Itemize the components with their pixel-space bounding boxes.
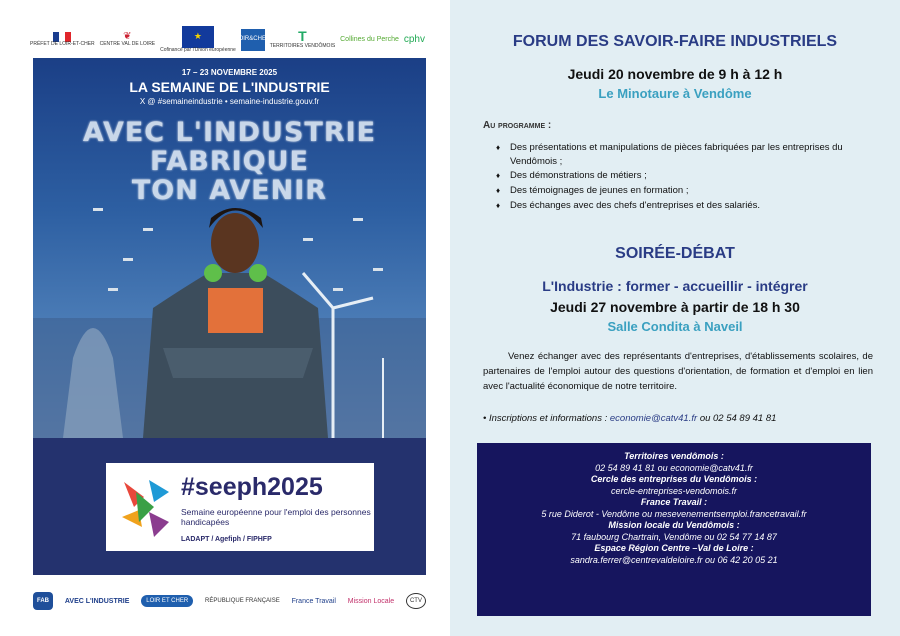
contact-name: Espace Région Centre –Val de Loire : <box>594 543 754 553</box>
poster-hashtags: X @ #semaineindustrie • semaine-industrie.gouv.fr <box>139 97 320 106</box>
program-item: ♦ Des témoignages de jeunes en formation ; <box>510 184 880 198</box>
forum-place: Le Minotaure à Vendôme <box>598 86 752 101</box>
collines-du-perche-logo: Collines du Perche <box>340 35 399 43</box>
inscription-line: • Inscriptions et informations : economie@catv41.fr ou 02 54 89 41 81 <box>483 413 777 424</box>
forum-date: Jeudi 20 novembre de 9 h à 12 h <box>567 66 783 82</box>
program-item: ♦ Des échanges avec des chefs d'entreprises et des salariés. <box>510 199 880 213</box>
contact-info: sandra.ferrer@centrevaldeloire.fr ou 06 42 20 05 21 <box>570 554 778 565</box>
poster-slogan: AVEC L'INDUSTRIE FABRIQUE TON AVENIR <box>82 117 377 206</box>
poster-dates: 17 – 23 NOVEMBRE 2025 <box>181 68 278 77</box>
semaine-industrie-poster <box>33 58 426 438</box>
bottom-logos <box>33 584 426 618</box>
catv-logo: CTV <box>406 593 426 609</box>
soiree-theme: L'Industrie : former - accueillir - intégrer <box>542 278 808 294</box>
seeph-organizers: LADAPT / Agefiph / FIPHFP <box>181 536 272 543</box>
eu-logo: ★ Cofinancé par l'Union européenne <box>160 26 236 54</box>
contact-info: 02 54 89 41 81 ou economie@catv41.fr <box>595 462 753 473</box>
contact-name: Mission locale du Vendômois : <box>608 520 740 530</box>
contact-name: Cercle des entreprises du Vendômois : <box>590 474 758 484</box>
seeph-card <box>106 463 374 551</box>
soiree-place: Salle Condita à Naveil <box>607 319 743 334</box>
program-item: ♦ Des démonstrations de métiers ; <box>510 169 880 183</box>
top-logos <box>30 22 425 57</box>
contact-info: 5 rue Diderot - Vendôme ou mesevenementsemploi.francetravail.fr <box>541 508 807 519</box>
forum-title: FORUM DES SAVOIR-FAIRE INDUSTRIELS <box>512 33 838 50</box>
contact-box <box>477 443 871 616</box>
soiree-date: Jeudi 27 novembre à partir de 18 h 30 <box>550 299 800 315</box>
cphv-logo: cphv <box>403 34 425 45</box>
soiree-title: SOIRÉE-DÉBAT <box>615 245 735 262</box>
contact-info: 71 faubourg Chartrain, Vendôme ou 02 54 77 14 87 <box>571 531 777 542</box>
inscription-email-link[interactable]: economie@catv41.fr <box>609 413 698 424</box>
program-item: ♦ Des présentations et manipulations de pièces fabriquées par les entreprises du Vendômois ; <box>510 141 880 169</box>
invitation-paragraph: Venez échanger avec des représentants d'entreprises, d'établissements scolaires, de partenaires de l'emploi autour des questions d'orientation, de formation et d'emploi en lien avec l'actualité économique de notre territoire. <box>483 351 873 392</box>
territoires-vendomois-logo: T TERRITOIRES VENDÔMOIS <box>269 28 336 50</box>
fab-logo: FAB <box>33 592 53 610</box>
contact-info: cercle-entreprises-vendomois.fr <box>610 485 738 496</box>
france-travail-logo: France Travail <box>291 597 336 605</box>
avec-industrie-logo: AVEC L'INDUSTRIE <box>64 597 130 605</box>
right-page <box>450 0 900 636</box>
mission-locale-logo: Mission Locale <box>347 597 395 605</box>
poster-illustration <box>33 58 426 438</box>
contact-name: Territoires vendômois : <box>624 451 724 461</box>
program-label: Au programme : <box>483 120 552 131</box>
republique-logo: RÉPUBLIQUE FRANÇAISE <box>205 598 280 604</box>
seeph-hashtag: #seeph2025 <box>181 473 323 501</box>
prefet-logo: PRÉFET DE LOIR-ET-CHER <box>30 32 95 48</box>
loir-et-cher-bottom-logo: LOIR ET CHER <box>141 595 193 607</box>
loir-et-cher-logo: LOIR&CHER <box>241 29 265 51</box>
poster-title: LA SEMAINE DE L'INDUSTRIE <box>129 79 330 95</box>
centre-val-de-loire-logo: ❦ CENTRE VAL DE LOIRE <box>99 31 156 48</box>
contact-name: France Travail : <box>640 497 708 507</box>
seeph-subtitle: Semaine européenne pour l'emploi des personnes handicapées <box>181 507 371 527</box>
seeph-logo-icon <box>114 472 176 542</box>
